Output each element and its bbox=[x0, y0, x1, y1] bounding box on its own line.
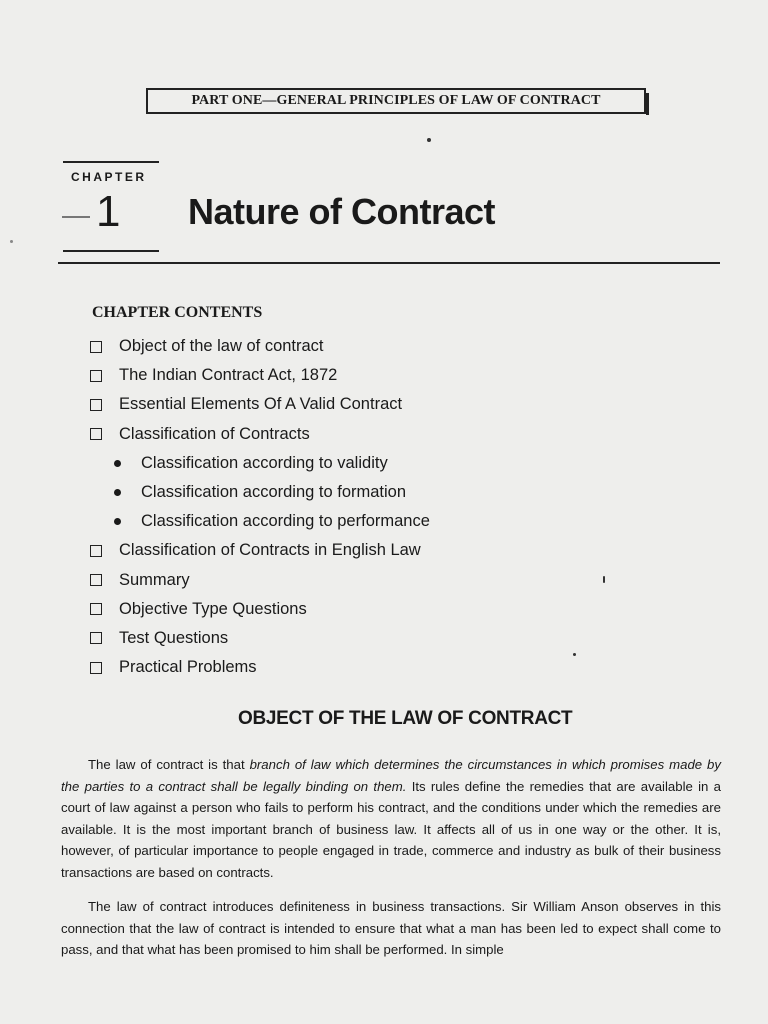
toc-item-text: Essential Elements Of A Valid Contract bbox=[119, 395, 403, 414]
toc-item bbox=[90, 653, 590, 682]
checkbox-square-icon bbox=[90, 399, 102, 411]
toc-item-text: The Indian Contract Act, 1872 bbox=[119, 366, 338, 385]
checkbox-square-icon bbox=[90, 428, 102, 440]
toc-item bbox=[90, 624, 590, 653]
print-speck bbox=[427, 138, 431, 142]
print-speck bbox=[10, 240, 13, 243]
checkbox-square-icon bbox=[90, 603, 102, 615]
checkbox-square-icon bbox=[90, 341, 102, 353]
checkbox-square-icon bbox=[90, 632, 102, 644]
toc-item-text: Test Questions bbox=[119, 628, 229, 647]
toc-item-text: Classification of Contracts in English Law bbox=[119, 541, 421, 560]
toc-item-text: Classification according to validity bbox=[141, 453, 388, 472]
toc-item bbox=[90, 420, 590, 449]
paragraph-text: The law of contract introduces definiteness in business transactions. Sir William Anson observes in this connection that the law of contract is intended to ensure that what a man has been led to expect shall come to pass, and that what has been promised to him shall be performed. In simple bbox=[61, 899, 721, 958]
toc-item-text: Object of the law of contract bbox=[119, 337, 324, 356]
toc-item bbox=[90, 332, 590, 361]
toc-subitem bbox=[90, 507, 590, 536]
toc-item-text: Classification according to performance bbox=[141, 512, 430, 531]
chapter-rule-bottom bbox=[63, 250, 159, 252]
toc-item bbox=[90, 536, 590, 565]
section-heading: OBJECT OF THE LAW OF CONTRACT bbox=[238, 708, 573, 729]
contents-heading: CHAPTER CONTENTS bbox=[92, 304, 263, 321]
chapter-number-dash bbox=[62, 216, 90, 218]
body-paragraph-1 bbox=[61, 754, 721, 884]
title-divider bbox=[58, 262, 720, 264]
chapter-title: Nature of Contract bbox=[188, 191, 496, 232]
toc-item bbox=[90, 566, 590, 595]
checkbox-square-icon bbox=[90, 662, 102, 674]
print-speck bbox=[573, 653, 576, 656]
chapter-contents-list bbox=[90, 332, 590, 682]
paragraph-text: The law of contract is that bbox=[88, 757, 250, 772]
part-header: PART ONE—GENERAL PRINCIPLES OF LAW OF CONTRACT bbox=[146, 88, 646, 114]
bullet-dot-icon bbox=[114, 518, 121, 525]
checkbox-square-icon bbox=[90, 545, 102, 557]
chapter-rule-top bbox=[63, 161, 159, 163]
paragraph-text: Its rules define the remedies that are available in a court of law against a person who fails to perform his contract, and the conditions under which the remedies are available. It is the most important branch of business law. It affects all of us in one way or the other. It is, however, of particular importance to people engaged in trade, commerce and industry as bulk of their business transactions are based on contracts. bbox=[61, 778, 722, 880]
toc-subitem bbox=[90, 478, 590, 507]
toc-item-text: Summary bbox=[119, 570, 190, 589]
print-speck bbox=[603, 576, 605, 583]
bullet-dot-icon bbox=[114, 489, 121, 496]
chapter-number: 1 bbox=[96, 187, 121, 236]
paragraph-italic-text: branch of law which determines the circumstances in which promises made by the parties to a contract shall be legally binding on them. bbox=[61, 757, 721, 794]
toc-item-text: Objective Type Questions bbox=[119, 599, 307, 618]
toc-subitem bbox=[90, 449, 590, 478]
checkbox-square-icon bbox=[90, 370, 102, 382]
toc-item bbox=[90, 595, 590, 624]
toc-item bbox=[90, 390, 590, 419]
toc-item-text: Classification of Contracts bbox=[119, 424, 310, 443]
toc-item-text: Classification according to formation bbox=[141, 483, 407, 502]
body-paragraph-2 bbox=[61, 896, 721, 961]
chapter-label: CHAPTER bbox=[71, 170, 147, 184]
checkbox-square-icon bbox=[90, 574, 102, 586]
bullet-dot-icon bbox=[114, 460, 121, 467]
toc-item bbox=[90, 361, 590, 390]
toc-item-text: Practical Problems bbox=[119, 658, 257, 677]
